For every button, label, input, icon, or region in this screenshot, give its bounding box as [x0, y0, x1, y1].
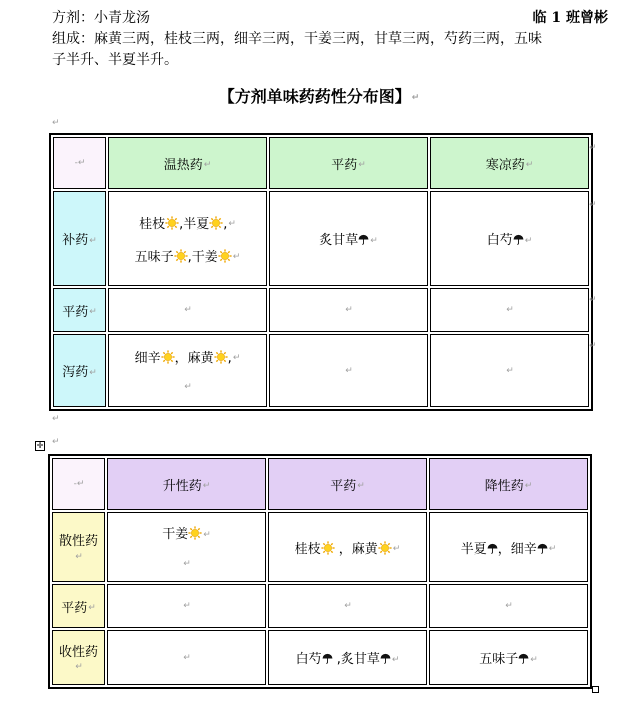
- herb-name: 五味子: [134, 249, 174, 265]
- herb-name: ,: [227, 350, 232, 366]
- sun-icon: [218, 249, 232, 263]
- col-header-descending: 降性药↵: [429, 458, 588, 510]
- umbrella-icon: [358, 234, 369, 245]
- herb-name: 半夏: [460, 541, 487, 557]
- paragraph-mark: ↵: [530, 654, 538, 665]
- umbrella-icon: [537, 543, 548, 554]
- paragraph-mark: ↵: [345, 305, 353, 315]
- table-row: [52, 584, 588, 628]
- row-label-tonic: 补药↵: [53, 191, 106, 286]
- cell-line: [272, 363, 425, 378]
- herb-name: ,干姜: [187, 249, 218, 265]
- document-header: [52, 8, 608, 71]
- herb-name: 白芍: [295, 652, 322, 667]
- cell-line: [110, 556, 263, 571]
- title-text: 【方剂单味药药性分布图】: [218, 87, 411, 106]
- sun-icon: [188, 526, 202, 540]
- herb-cell: [108, 191, 267, 286]
- herb-cell: [268, 630, 427, 685]
- herb-cell: [268, 584, 427, 628]
- paragraph-mark: ↵: [183, 652, 191, 663]
- herb-cell: [429, 584, 588, 628]
- paragraph-mark: ↵: [548, 544, 557, 554]
- herb-cell: [107, 584, 266, 628]
- herb-cell: [108, 334, 267, 407]
- paragraph-mark: ↵: [344, 601, 352, 611]
- col-header-neutral: 平药↵: [268, 458, 427, 510]
- paragraph-mark: ↵: [184, 382, 192, 392]
- row-label-neutral: 平药↵: [52, 584, 105, 628]
- herb-cell: [107, 630, 266, 685]
- umbrella-icon: [380, 653, 391, 664]
- herb-cell: [268, 512, 427, 582]
- sun-icon: [161, 350, 175, 364]
- nature-distribution-table: [49, 133, 593, 411]
- sun-icon: [321, 541, 335, 555]
- corner-cell: -↵: [52, 458, 105, 510]
- paragraph-mark: ↵: [183, 558, 191, 569]
- cell-line: [272, 303, 425, 318]
- herb-cell: [430, 334, 589, 407]
- cell-line: [111, 213, 264, 232]
- cell-line: [271, 648, 424, 667]
- herb-cell: [430, 191, 589, 286]
- cell-line: [271, 538, 424, 557]
- cell-line: [110, 599, 263, 614]
- paragraph-mark: ↵: [506, 305, 514, 315]
- herb-cell: [107, 512, 266, 582]
- cell-line: [271, 599, 424, 614]
- paragraph-mark: ↵: [203, 529, 211, 540]
- table-row: [52, 630, 588, 685]
- paragraph-mark: ↵: [505, 601, 513, 611]
- herb-name: ,炙甘草: [332, 652, 380, 667]
- cell-line: [111, 303, 264, 318]
- table-row: [53, 334, 589, 407]
- col-header-cold: 寒凉药↵: [430, 137, 589, 189]
- paragraph-mark: ↵: [391, 654, 400, 665]
- sun-icon: [209, 216, 223, 230]
- paragraph-mark: ↵: [52, 437, 60, 447]
- action-distribution-table: [48, 454, 592, 689]
- page-title: [0, 84, 638, 107]
- cell-line: [433, 363, 586, 378]
- herb-name: ,半夏: [179, 216, 210, 232]
- herb-cell: [269, 334, 428, 407]
- paragraph-mark: ↵: [184, 305, 192, 315]
- herb-name: 桂枝: [139, 216, 166, 232]
- paragraph-mark: ↵: [232, 353, 241, 363]
- cell-line: [110, 650, 263, 665]
- row-label-astringent: 收性药↵: [52, 630, 105, 685]
- herb-name: 桂枝: [294, 541, 321, 557]
- col-header-warm: 温热药↵: [108, 137, 267, 189]
- formula-name: 方剂：小青龙汤: [52, 10, 150, 26]
- paragraph-mark: ↵: [589, 295, 597, 305]
- paragraph-mark: ↵: [52, 414, 60, 424]
- herb-name: 五味子: [479, 652, 519, 667]
- herb-name: 白芍: [486, 233, 513, 248]
- composition-line-2: 子半升、半夏半升。: [52, 52, 178, 68]
- herb-cell: [108, 288, 267, 332]
- cell-line: [433, 303, 586, 318]
- umbrella-icon: [322, 653, 333, 664]
- row-label-purge: 泻药↵: [53, 334, 106, 407]
- cell-line: [432, 538, 585, 557]
- umbrella-icon: [513, 234, 524, 245]
- table-move-handle-icon[interactable]: ✛: [36, 441, 44, 450]
- herb-cell: [269, 191, 428, 286]
- paragraph-mark: ↵: [392, 544, 401, 554]
- paragraph-mark: ↵: [183, 601, 191, 611]
- row-label-neutral: 平药↵: [53, 288, 106, 332]
- paragraph-mark: ↵: [506, 365, 514, 376]
- composition-line-1: 组成：麻黄三两，桂枝三两，细辛三两，干姜三两，甘草三两，芍药三两，五味: [52, 31, 542, 47]
- herb-name: ,: [223, 216, 228, 232]
- table-row: [53, 191, 589, 286]
- paragraph-mark: ↵: [345, 365, 353, 376]
- herb-cell: [429, 630, 588, 685]
- row-label-dispersing: 散性药↵: [52, 512, 105, 582]
- herb-name: ，麻黄: [334, 541, 378, 557]
- cell-line: [110, 523, 263, 542]
- cell-line: [272, 229, 425, 248]
- sun-icon: [378, 541, 392, 555]
- cell-line: [111, 347, 264, 366]
- herb-name: 干姜: [162, 527, 189, 542]
- table-row: [53, 288, 589, 332]
- paragraph-mark: ↵: [589, 341, 597, 351]
- col-header-neutral: 平药↵: [269, 137, 428, 189]
- cell-line: [111, 380, 264, 395]
- herb-cell: [269, 288, 428, 332]
- sun-icon: [214, 350, 228, 364]
- cell-line: [432, 648, 585, 667]
- herb-name: 炙甘草: [319, 233, 359, 248]
- paragraph-mark: ↵: [589, 143, 597, 153]
- paragraph-mark: ↵: [589, 200, 597, 210]
- table-resize-handle[interactable]: [592, 686, 599, 693]
- paragraph-mark: ↵: [228, 219, 236, 229]
- cell-line: [433, 229, 586, 248]
- col-header-rising: 升性药↵: [107, 458, 266, 510]
- umbrella-icon: [487, 543, 498, 554]
- cell-line: [111, 246, 264, 265]
- paragraph-mark: ↵: [524, 235, 533, 246]
- paragraph-mark: ↵: [411, 92, 420, 103]
- author-name: 临 1 班曾彬: [532, 10, 608, 26]
- table-row: [52, 512, 588, 582]
- paragraph-mark: ↵: [370, 235, 378, 246]
- herb-cell: [429, 512, 588, 582]
- herb-name: 细辛: [134, 350, 161, 366]
- herb-cell: [430, 288, 589, 332]
- paragraph-mark: ↵: [52, 118, 60, 128]
- sun-icon: [165, 216, 179, 230]
- umbrella-icon: [518, 653, 529, 664]
- sun-icon: [174, 249, 188, 263]
- herb-name: ，细辛: [497, 541, 537, 557]
- corner-cell: -↵: [53, 137, 106, 189]
- paragraph-mark: ↵: [232, 252, 241, 262]
- cell-line: [432, 599, 585, 614]
- herb-name: ，麻黄: [174, 350, 214, 366]
